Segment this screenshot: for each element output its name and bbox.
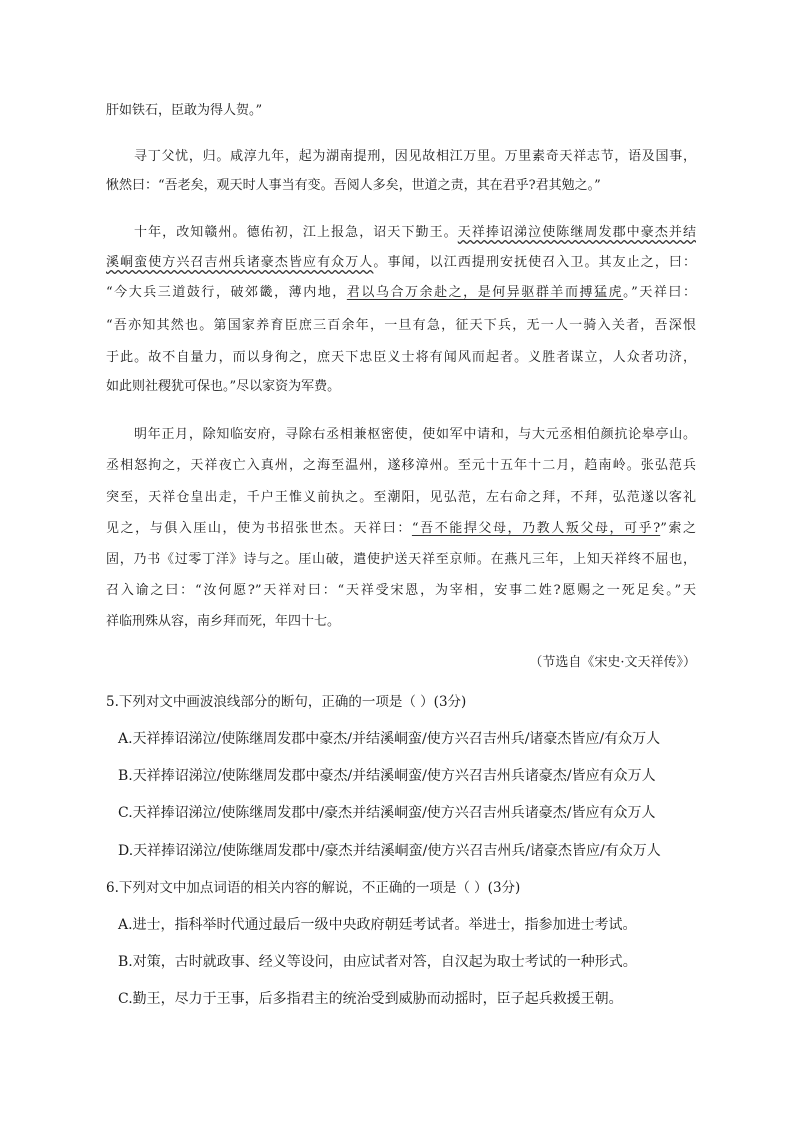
passage-line: 寻丁父忧，归。咸淳九年，起为湖南提刑，因见故相江万里。万里素奇天祥志节，语及国事， [134, 149, 696, 164]
underlined-text: “吾不能捍父母，乃教人叛父母，可乎? [411, 521, 661, 536]
underlined-text: 君以乌合万余赴之，是何异驱群羊而搏猛虎 [346, 285, 624, 300]
option-c: C.天祥捧诏涕泣/使陈继周发郡中/豪杰并结溪峒蛮/使方兴召吉州兵诸豪杰/皆应有众万人 [118, 805, 656, 821]
passage-line: 突至，天祥仓皇出走，千户王惟义前执之。至潮阳，见弘范，左右命之拜，不拜，弘范遂以客礼 [106, 490, 696, 505]
passage-line: 固，乃书《过零丁洋》诗与之。厓山破，遣使护送天祥至京师。在燕凡三年，上知天祥终不屈也， [106, 552, 696, 567]
passage-line: 于此。故不自量力，而以身徇之，庶天下忠臣义士将有闻风而起者。义胜者谋立，人众者功济， [106, 350, 696, 365]
passage-line [106, 253, 696, 273]
passage-line: 如此则社稷犹可保也。”尽以家资为军费。 [106, 379, 341, 394]
option-a: A.进士，指科举时代通过最后一级中央政府朝廷考试者。举进士，指参加进士考试。 [118, 917, 637, 933]
option-c: C.勤王，尽力于王事，后多指君主的统治受到威胁而动摇时，臣子起兵救援王朝。 [118, 991, 623, 1007]
passage-text: “今大兵三道鼓行，破郊畿，薄内地， [106, 285, 347, 300]
passage-line: 祥临刑殊从容，南乡拜而死，年四十七。 [106, 614, 341, 629]
wavy-underlined-text: 溪峒蛮使方兴召吉州兵诸豪杰皆应有众万人 [106, 255, 374, 270]
passage-text: 十年，改知赣州。德佑初，江上报急，诏天下勤王。 [134, 225, 458, 240]
passage-line: 丞相怒拘之，天祥夜亡入真州，之海至温州，遂移漳州。至元十五年十二月，趋南岭。张弘范兵 [106, 458, 696, 473]
option-b: B.对策，古时就政事、经义等设问，由应试者对答，自汉起为取士考试的一种形式。 [118, 954, 637, 970]
option-d: D.天祥捧诏涕泣/使陈继周发郡中/豪杰并结溪峒蛮/使方兴召吉州兵/诸豪杰皆应/有众万人 [118, 843, 661, 859]
wavy-underlined-text: 天祥捧诏涕泣使陈继周发郡中豪杰并结 [457, 225, 696, 240]
passage-line: 愀然曰：“吾老矣，观天时人事当有变。吾阅人多矣，世道之责，其在君乎?君其勉之。” [106, 178, 601, 193]
passage-text: 见之，与俱入厓山，使为书招张世杰。天祥曰： [106, 521, 412, 536]
question-stem: 5.下列对文中画波浪线部分的断句，正确的一项是（ ）(3分) [106, 694, 467, 710]
passage-line [134, 223, 696, 243]
option-a: A.天祥捧诏涕泣/使陈继周发郡中豪杰/并结溪峒蛮/使方兴召吉州兵/诸豪杰皆应/有众万人 [118, 731, 661, 747]
option-b: B.天祥捧诏涕泣/使陈继周发郡中豪杰/并结溪峒蛮/使方兴召吉州兵诸豪杰/皆应有众万人 [118, 768, 656, 784]
passage-line [106, 283, 696, 303]
passage-line: 肝如铁石，臣敢为得人贺。” [106, 103, 263, 118]
passage-line [106, 519, 696, 539]
passage-text: 。”天祥曰： [623, 285, 696, 300]
passage-text: ”索之 [660, 521, 696, 536]
passage-line: 召入谕之曰：“汝何愿?”天祥对曰：“天祥受宋恩，为宰相，安事二姓?愿赐之一死足矣。”天 [106, 583, 696, 598]
question-stem: 6.下列对文中加点词语的相关内容的解说，不正确的一项是（ ）(3分) [106, 880, 521, 896]
passage-line: 明年正月，除知临安府，寻除右丞相兼枢密使，使如军中请和，与大元丞相伯颜抗论皋亭山。 [134, 427, 696, 442]
passage-line: “吾亦知其然也。第国家养育臣庶三百余年，一旦有急，征天下兵，无一人一骑入关者，吾深恨 [106, 318, 696, 333]
source-citation: （节选自《宋史·文天祥传》） [529, 655, 696, 670]
passage-text: 。事闻，以江西提刑安抚使召入卫。其友止之，曰： [373, 255, 696, 270]
